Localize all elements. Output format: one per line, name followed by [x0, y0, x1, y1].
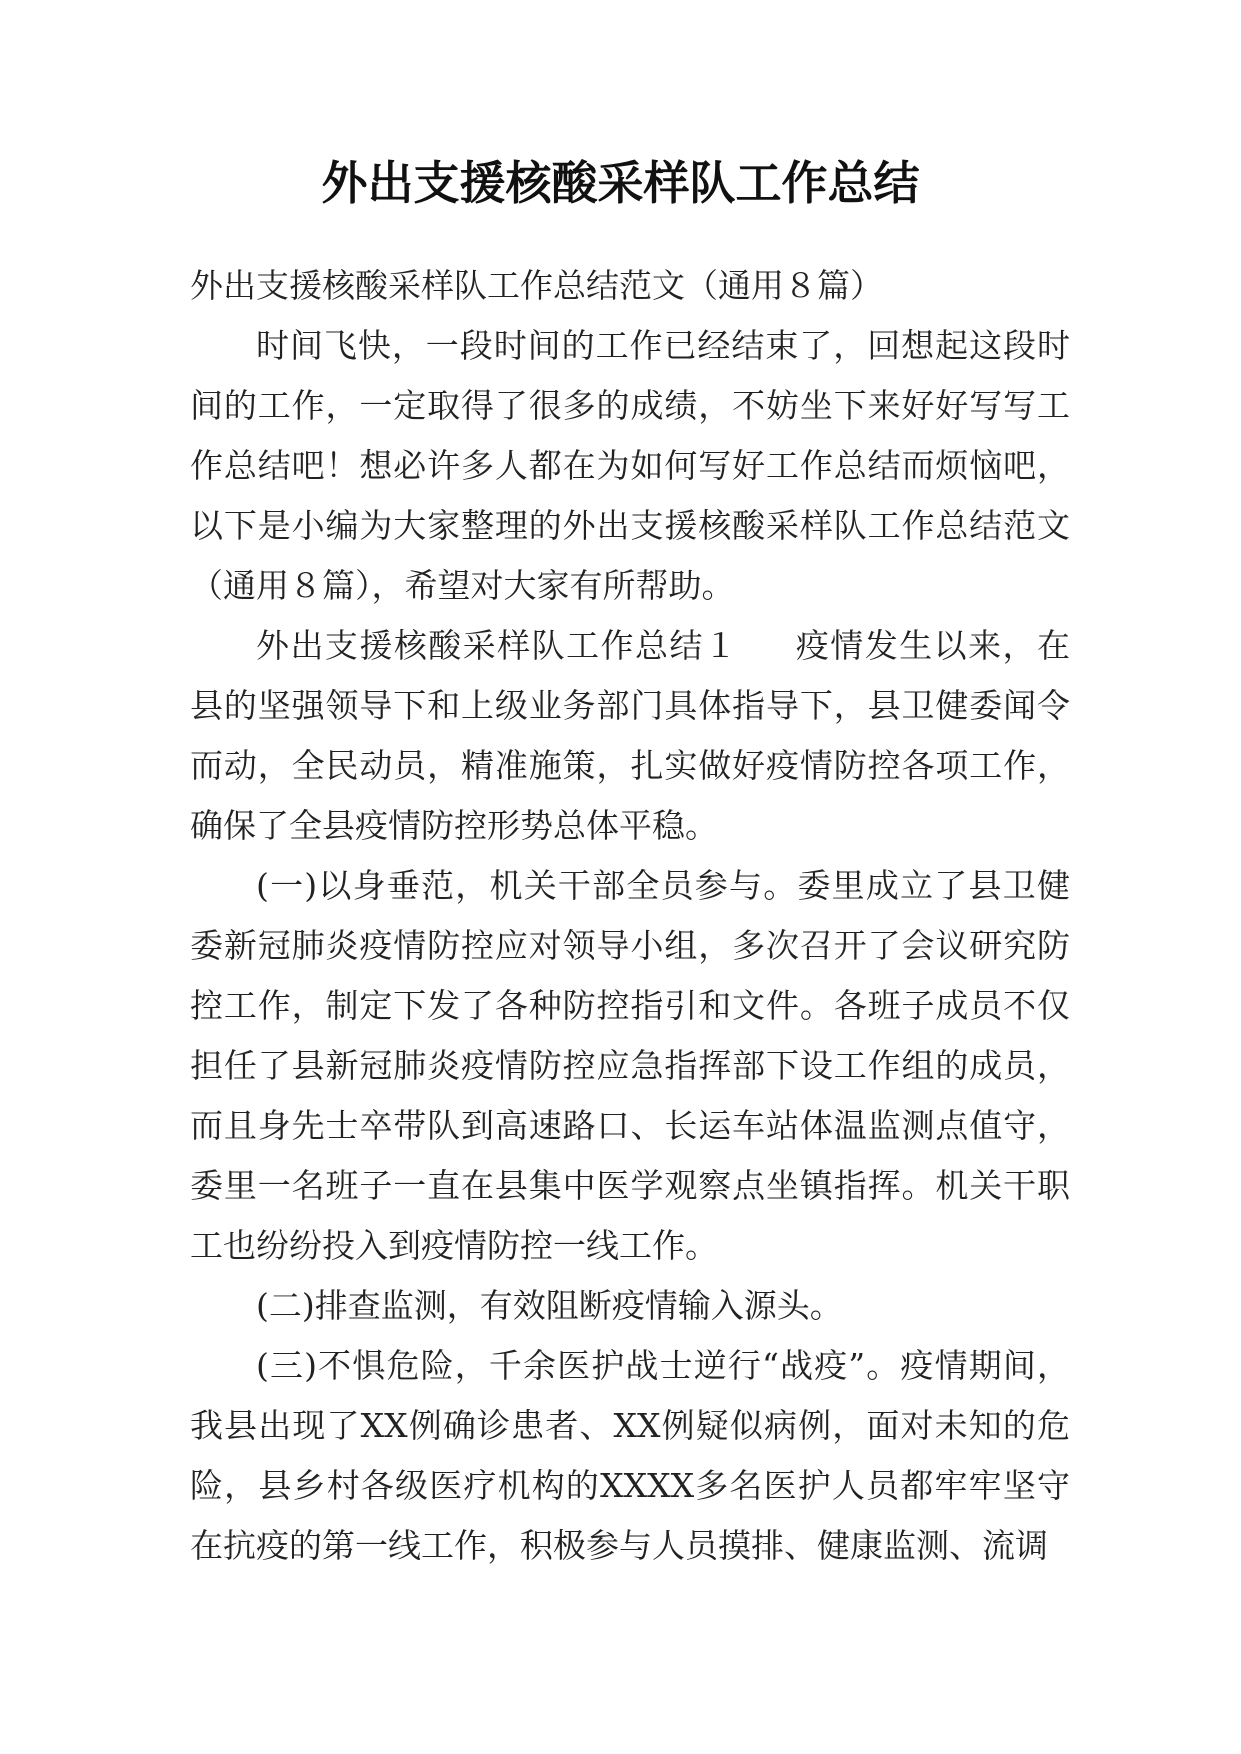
section-1-paragraph	[190, 616, 1070, 856]
section-1-heading: 外出支援核酸采样队工作总结１	[256, 626, 739, 665]
intro-paragraph: 时间飞快，一段时间的工作已经结束了，回想起这段时间的工作，一定取得了很多的成绩，不妨坐下来好好写写工作总结吧！想必许多人都在为如何写好工作总结而烦恼吧，以下是小编为大家整理的外出支援核酸采样队工作总结范文（通用８篇），希望对大家有所帮助。	[190, 326, 1070, 605]
document-subtitle: 外出支援核酸采样队工作总结范文（通用８篇）	[190, 266, 883, 305]
document-body	[190, 256, 1070, 1576]
document-title: 外出支援核酸采样队工作总结	[321, 156, 920, 210]
paragraph-1: (一)以身垂范，机关干部全员参与。委里成立了县卫健委新冠肺炎疫情防控应对领导小组，多次召开了会议研究防控工作，制定下发了各种防控指引和文件。各班子成员不仅担任了县新冠肺炎疫情防控应急指挥部下设工作组的成员，而且身先士卒带队到高速路口、长运车站体温监测点值守，委里一名班子一直在县集中医学观察点坐镇指挥。机关干职工也纷纷投入到疫情防控一线工作。	[190, 866, 1070, 1265]
section-1-text: 疫情发生以来，在县的坚强领导下和上级业务部门具体指导下，县卫健委闻令而动，全民动员，精准施策，扎实做好疫情防控各项工作，确保了全县疫情防控形势总体平稳。	[190, 626, 1071, 845]
paragraph-3: (三)不惧危险，千余医护战士逆行“战疫”。疫情期间，我县出现了XX例确诊患者、XX例疑似病例，面对未知的危险，县乡村各级医疗机构的XXXX多名医护人员都牢牢坚守在抗疫的第一线工作，积极参与人员摸排、健康监测、流调	[190, 1346, 1070, 1565]
paragraph-2: (二)排查监测，有效阻断疫情输入源头。	[256, 1286, 843, 1325]
